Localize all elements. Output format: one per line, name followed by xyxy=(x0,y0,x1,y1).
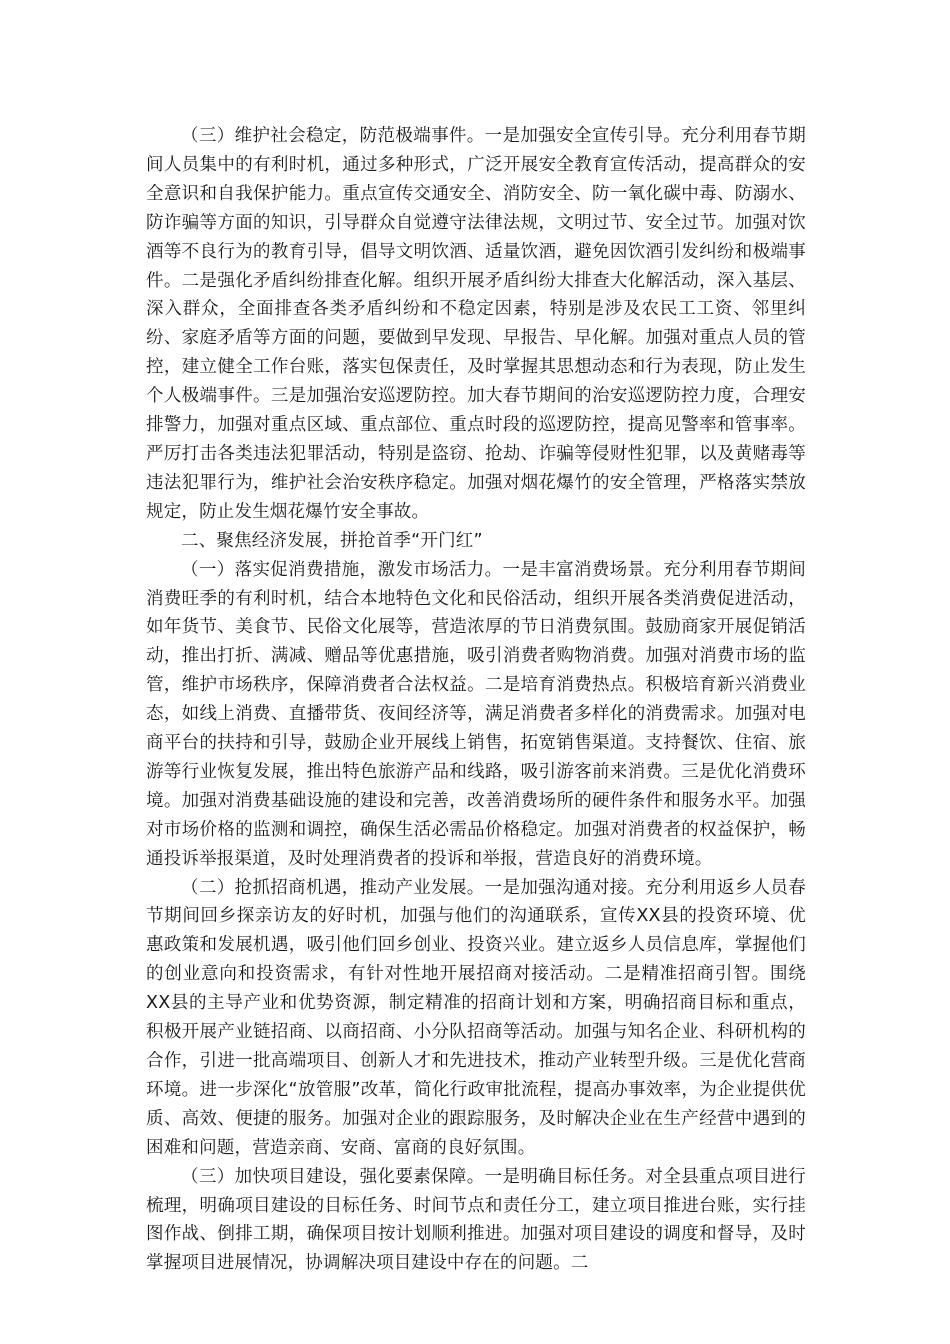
document-body xyxy=(146,122,806,1278)
paragraph-maintain-stability: （三）维护社会稳定，防范极端事件。一是加强安全宣传引导。充分利用春节期间人员集中的有利时机，通过多种形式，广泛开展安全教育宣传活动，提高群众的安全意识和自我保护能力。重点宣传交通安全、消防安全、防一氧化碳中毒、防溺水、防诈骗等方面的知识，引导群众自觉遵守法律法规，文明过节、安全过节。加强对饮酒等不良行为的教育引导，倡导文明饮酒、适量饮酒，避免因饮酒引发纠纷和极端事件。二是强化矛盾纠纷排查化解。组织开展矛盾纠纷大排查大化解活动，深入基层、深入群众，全面排查各类矛盾纠纷和不稳定因素，特别是涉及农民工工资、邻里纠纷、家庭矛盾等方面的问题，要做到早发现、早报告、早化解。加强对重点人员的管控，建立健全工作台账，落实包保责任，及时掌握其思想动态和行为表现，防止发生个人极端事件。三是加强治安巡逻防控。加大春节期间的治安巡逻防控力度，合理安排警力，加强对重点区域、重点部位、重点时段的巡逻防控，提高见警率和管事率。严厉打击各类违法犯罪活动，特别是盗窃、抢劫、诈骗等侵财性犯罪，以及黄赌毒等违法犯罪行为，维护社会治安秩序稳定。加强对烟花爆竹的安全管理，严格落实禁放规定，防止发生烟花爆竹安全事故。 xyxy=(146,126,806,522)
paragraph-investment-attraction: （二）抢抓招商机遇，推动产业发展。一是加强沟通对接。充分利用返乡人员春节期间回乡探亲访友的好时机，加强与他们的沟通联系，宣传XX县的投资环境、优惠政策和发展机遇，吸引他们回乡创业、投资兴业。建立返乡人员信息库，掌握他们的创业意向和投资需求，有针对性地开展招商对接活动。二是精准招商引智。围绕XX县的主导产业和优势资源，制定精准的招商计划和方案，明确招商目标和重点，积极开展产业链招商、以商招商、小分队招商等活动。加强与知名企业、科研机构的合作，引进一批高端项目、创新人才和先进技术，推动产业转型升级。三是优化营商环境。进一步深化“放管服”改革，简化行政审批流程，提高办事效率，为企业提供优质、高效、便捷的服务。加强对企业的跟踪服务，及时解决企业在生产经营中遇到的困难和问题，营造亲商、安商、富商的良好氛围。 xyxy=(146,877,806,1158)
section-heading-economic-development: 二、聚焦经济发展，拼抢首季“开门红” xyxy=(181,530,483,551)
paragraph-project-construction: （三）加快项目建设，强化要素保障。一是明确目标任务。对全县重点项目进行梳理，明确项目建设的目标任务、时间节点和责任分工，建立项目推进台账，实行挂图作战、倒排工期，确保项目按计划顺利推进。加强对项目建设的调度和督导，及时掌握项目进展情况，协调解决项目建设中存在的问题。二 xyxy=(146,1166,806,1274)
paragraph-promote-consumption: （一）落实促消费措施，激发市场活力。一是丰富消费场景。充分利用春节期间消费旺季的有利时机，结合本地特色文化和民俗活动，组织开展各类消费促进活动，如年货节、美食节、民俗文化展等，营造浓厚的节日消费氛围。鼓励商家开展促销活动，推出打折、满减、赠品等优惠措施，吸引消费者购物消费。加强对消费市场的监管，维护市场秩序，保障消费者合法权益。二是培育消费热点。积极培育新兴消费业态，如线上消费、直播带货、夜间经济等，满足消费者多样化的消费需求。加强对电商平台的扶持和引导，鼓励企业开展线上销售，拓宽销售渠道。支持餐饮、住宿、旅游等行业恢复发展，推出特色旅游产品和线路，吸引游客前来消费。三是优化消费环境。加强对消费基础设施的建设和完善，改善消费场所的硬件条件和服务水平。加强对市场价格的监测和调控，确保生活必需品价格稳定。加强对消费者的权益保护，畅通投诉举报渠道，及时处理消费者的投诉和举报，营造良好的消费环境。 xyxy=(146,559,806,869)
